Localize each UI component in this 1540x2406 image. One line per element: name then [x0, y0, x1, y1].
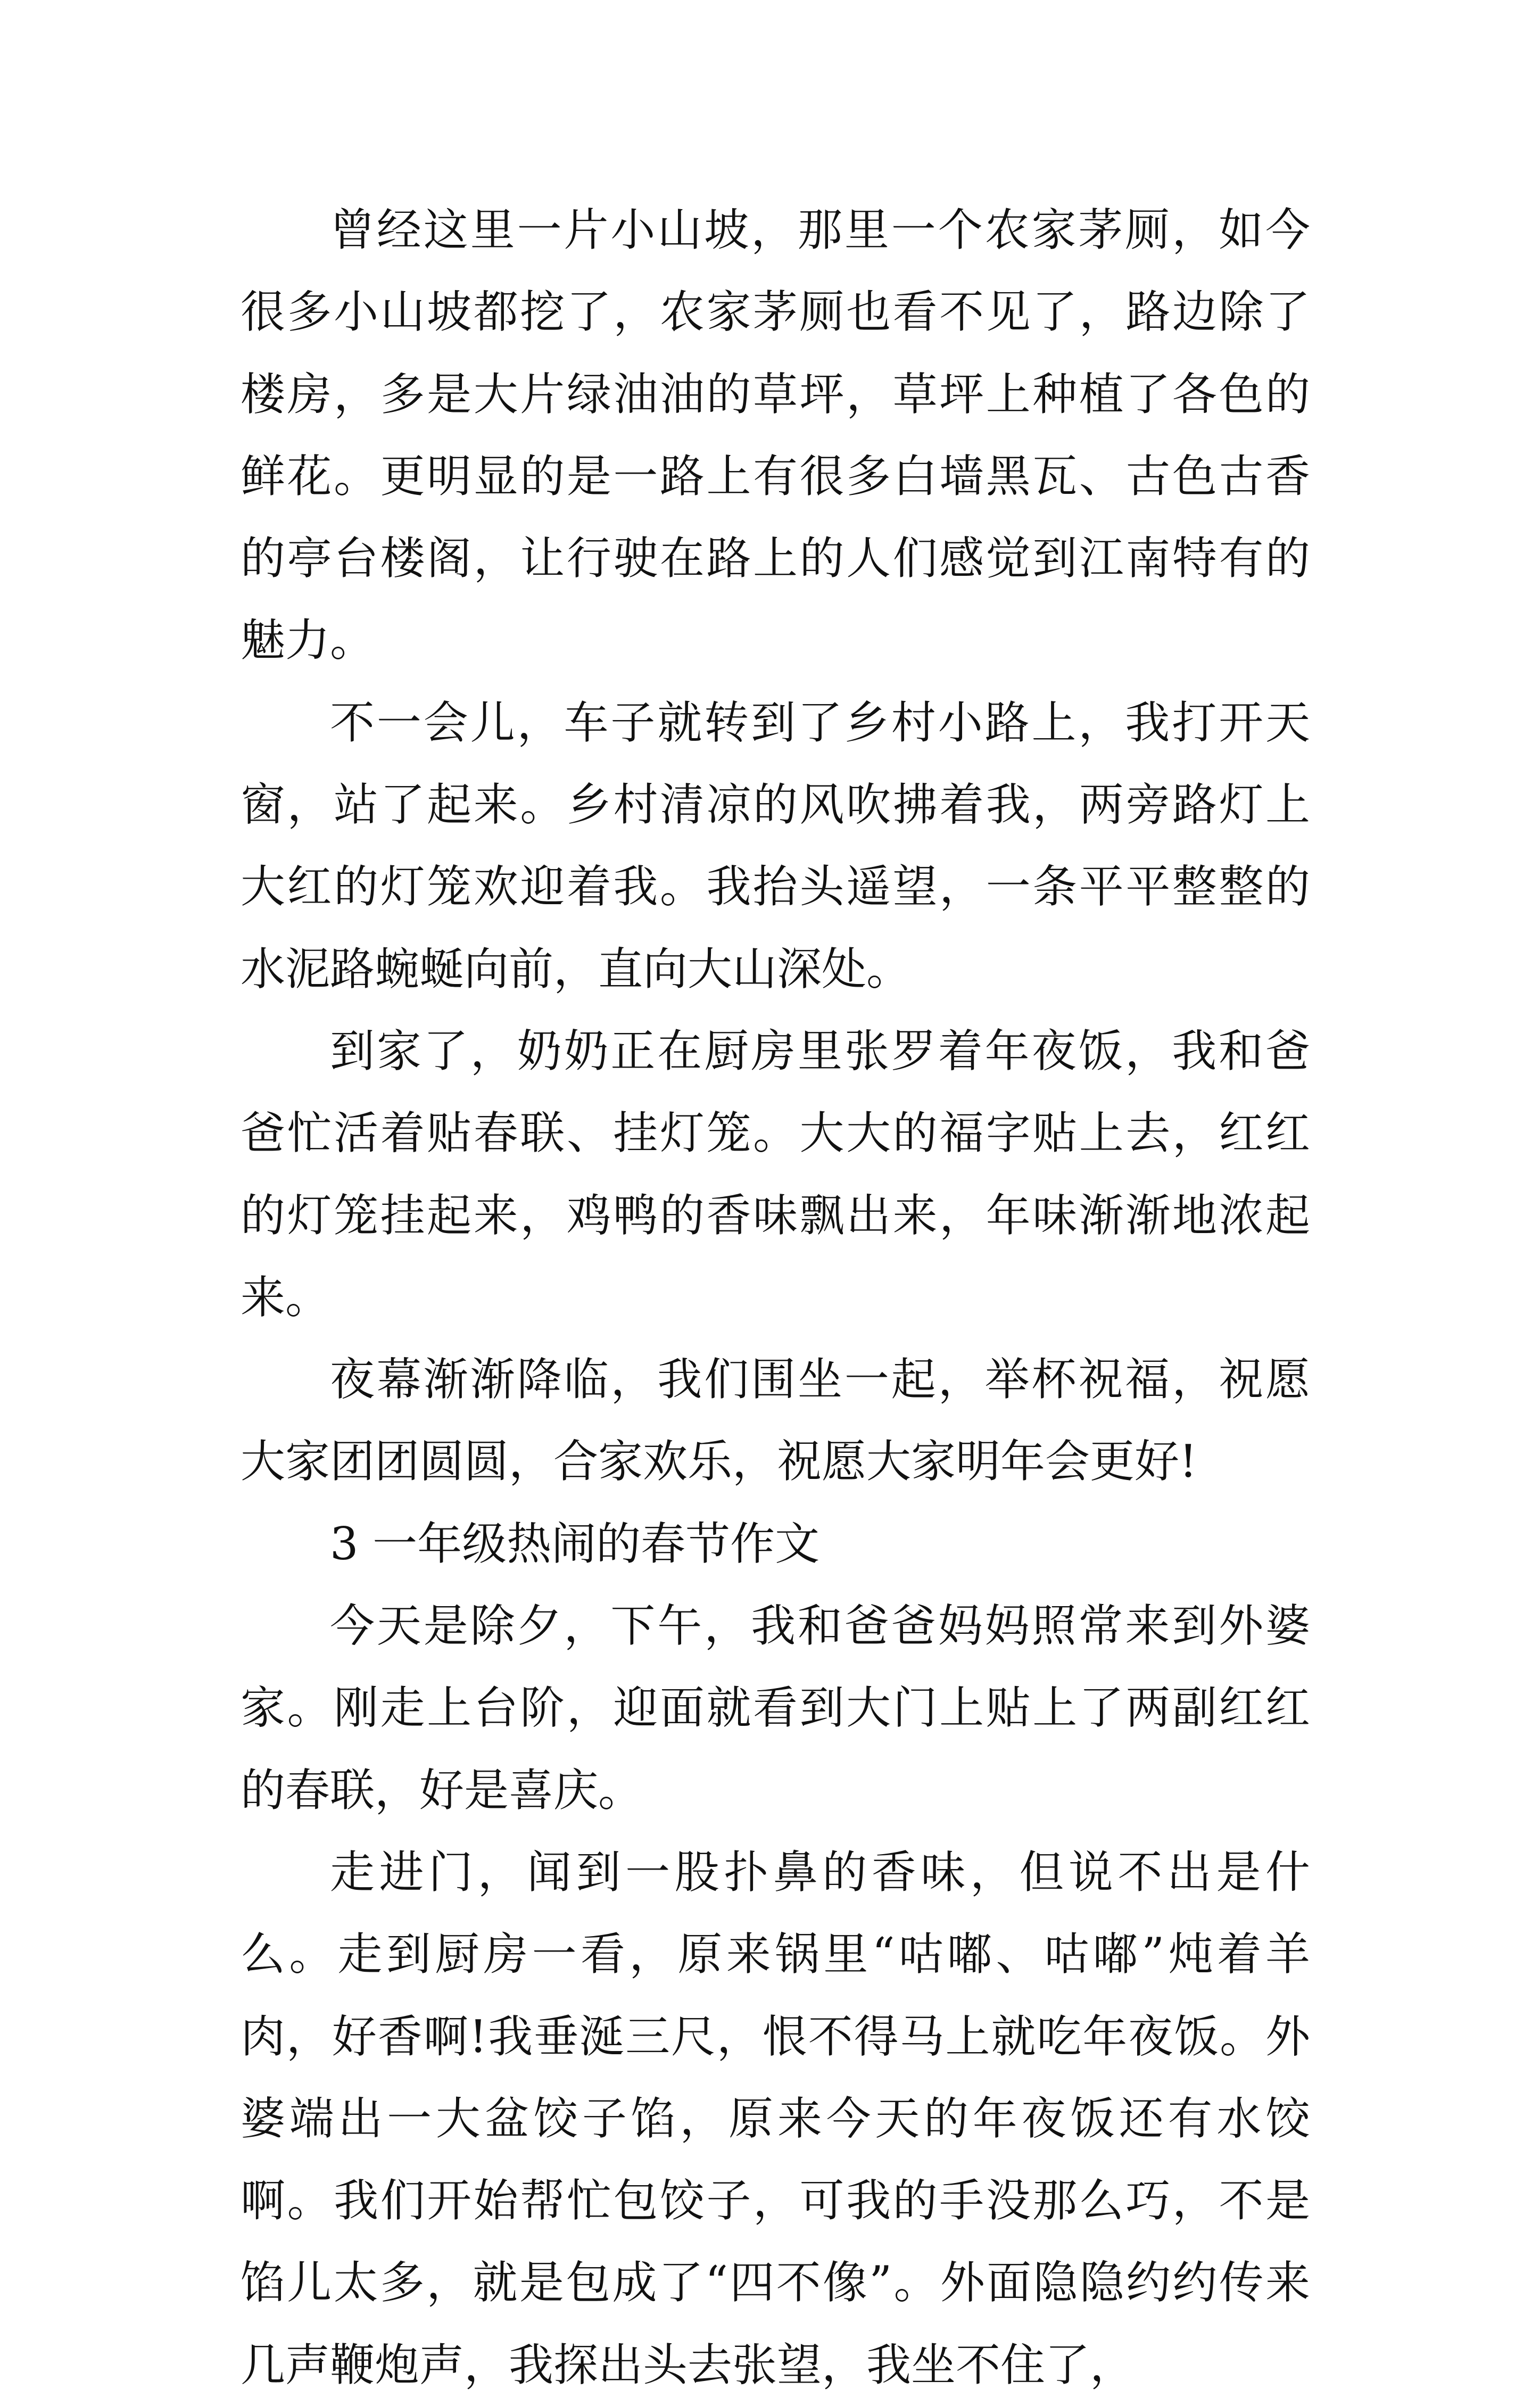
paragraph-arrive-home: 到家了，奶奶正在厨房里张罗着年夜饭，我和爸爸忙活着贴春联、挂灯笼。大大的福字贴上去，红红的灯笼挂起来，鸡鸭的香味飘出来，年味渐渐地浓起来。 — [241, 1024, 1310, 1324]
document-body — [241, 189, 1310, 2406]
paragraph-night-blessing: 夜幕渐渐降临，我们围坐一起，举杯祝福，祝愿大家团团圆圆，合家欢乐，祝愿大家明年会更好! — [241, 1353, 1310, 1488]
section-heading: 3 一年级热闹的春节作文 — [330, 1517, 820, 1570]
paragraph-dumplings: 走进门，闻到一股扑鼻的香味，但说不出是什么。走到厨房一看，原来锅里“咕嘟、咕嘟”炖着羊肉，好香啊!我垂涎三尺，恨不得马上就吃年夜饭。外婆端出一大盆饺子馅，原来今天的年夜饭还有水饺啊。我们开始帮忙包饺子，可我的手没那么巧，不是馅儿太多，就是包成了“四不像”。外面隐隐约约传来几声鞭炮声，我探出头去张望，我坐不住了， — [241, 1846, 1310, 2391]
paragraph-new-year-eve: 今天是除夕，下午，我和爸爸妈妈照常来到外婆家。刚走上台阶，迎面就看到大门上贴上了两副红红的春联，好是喜庆。 — [241, 1600, 1310, 1816]
paragraph-hillside: 曾经这里一片小山坡，那里一个农家茅厕，如今很多小山坡都挖了，农家茅厕也看不见了，路边除了楼房，多是大片绿油油的草坪，草坪上种植了各色的鲜花。更明显的是一路上有很多白墙黑瓦、古色古香的亭台楼阁，让行驶在路上的人们感觉到江南特有的魅力。 — [241, 204, 1310, 667]
paragraph-country-road: 不一会儿，车子就转到了乡村小路上，我打开天窗，站了起来。乡村清凉的风吹拂着我，两旁路灯上大红的灯笼欢迎着我。我抬头遥望，一条平平整整的水泥路蜿蜒向前，直向大山深处。 — [241, 696, 1310, 995]
